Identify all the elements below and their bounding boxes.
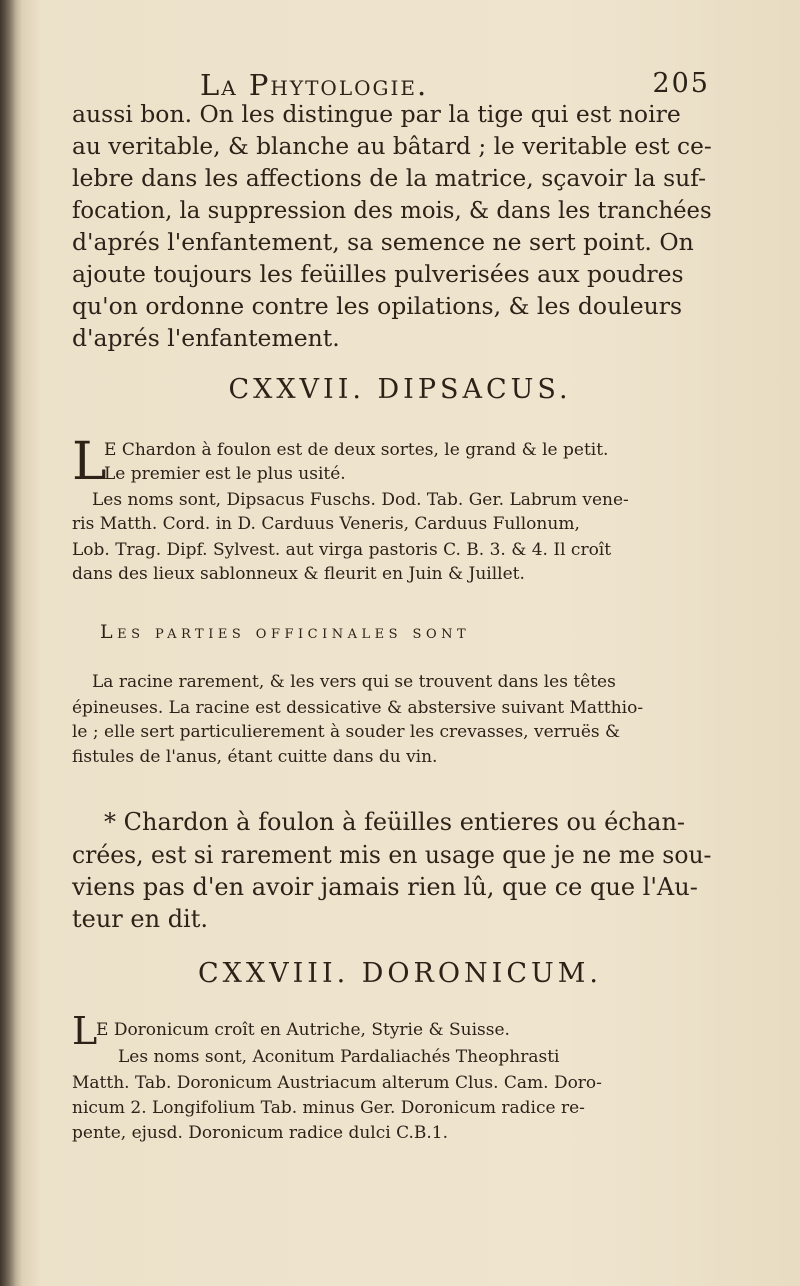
gutter-shadow bbox=[0, 0, 22, 1286]
officinales-line: fistules de l'anus, étant cuitte dans du vin. bbox=[72, 747, 438, 767]
officinales-line: La racine rarement, & les vers qui se trouvent dans les têtes bbox=[92, 672, 616, 692]
section-heading-dipsacus: CXXVII. DIPSACUS. bbox=[228, 374, 572, 405]
note-line: crées, est si rarement mis en usage que je ne me sou- bbox=[72, 841, 712, 869]
officinales-line: épineuses. La racine est dessicative & abstersive suivant Matthio- bbox=[72, 698, 644, 718]
para1-line: lebre dans les affections de la matrice, sçavoir la suf- bbox=[72, 164, 707, 192]
section-heading-doronicum: CXXVIII. DORONICUM. bbox=[198, 958, 602, 989]
para1-line: d'aprés l'enfantement, sa semence ne sert point. On bbox=[72, 228, 694, 256]
para1-line: aussi bon. On les distingue par la tige qui est noire bbox=[72, 100, 681, 128]
dipsacus-line: Lob. Trag. Dipf. Sylvest. aut virga pastoris C. B. 3. & 4. Il croît bbox=[72, 540, 612, 560]
para1-line: focation, la suppression des mois, & dans les tranchées bbox=[72, 196, 712, 224]
doronicum-line: Matth. Tab. Doronicum Austriacum alterum Clus. Cam. Doro- bbox=[72, 1073, 602, 1093]
para1-line: qu'on ordonne contre les opilations, & les douleurs bbox=[72, 292, 683, 320]
note-line: teur en dit. bbox=[72, 905, 209, 933]
doronicum-line: pente, ejusd. Doronicum radice dulci C.B.1. bbox=[72, 1123, 449, 1143]
para1-line: ajoute toujours les feüilles pulverisées aux poudres bbox=[72, 260, 684, 288]
note-line: viens pas d'en avoir jamais rien lû, que ce que l'Au- bbox=[72, 873, 698, 901]
dipsacus-line: Les noms sont, Dipsacus Fuschs. Dod. Tab. Ger. Labrum vene- bbox=[92, 490, 629, 510]
doronicum-line: E Doronicum croît en Autriche, Styrie & Suisse. bbox=[96, 1020, 510, 1040]
dipsacus-line: ris Matth. Cord. in D. Carduus Veneris, Carduus Fullonum, bbox=[72, 514, 580, 534]
drop-cap: L bbox=[72, 432, 107, 492]
dipsacus-line: Le premier est le plus usité. bbox=[104, 464, 346, 484]
running-head-title: La Phytologie. bbox=[200, 68, 429, 102]
doronicum-line: nicum 2. Longifolium Tab. minus Ger. Doronicum radice re- bbox=[72, 1098, 585, 1118]
para1-line: au veritable, & blanche au bâtard ; le veritable est ce- bbox=[72, 132, 712, 160]
drop-cap: L bbox=[72, 1009, 98, 1053]
note-line: * Chardon à foulon à feüilles entieres ou échan- bbox=[104, 808, 686, 836]
subhead-parties-officinales: Les parties officinales sont bbox=[100, 621, 471, 643]
para1-line: d'aprés l'enfantement. bbox=[72, 324, 340, 352]
officinales-line: le ; elle sert particulierement à souder les crevasses, verruës & bbox=[72, 722, 621, 742]
dipsacus-line: dans des lieux sablonneux & fleurit en Juin & Juillet. bbox=[72, 564, 525, 584]
dipsacus-line: E Chardon à foulon est de deux sortes, le grand & le petit. bbox=[104, 440, 609, 460]
page-number: 205 bbox=[652, 68, 710, 99]
doronicum-line: Les noms sont, Aconitum Pardaliachés Theophrasti bbox=[118, 1047, 560, 1067]
